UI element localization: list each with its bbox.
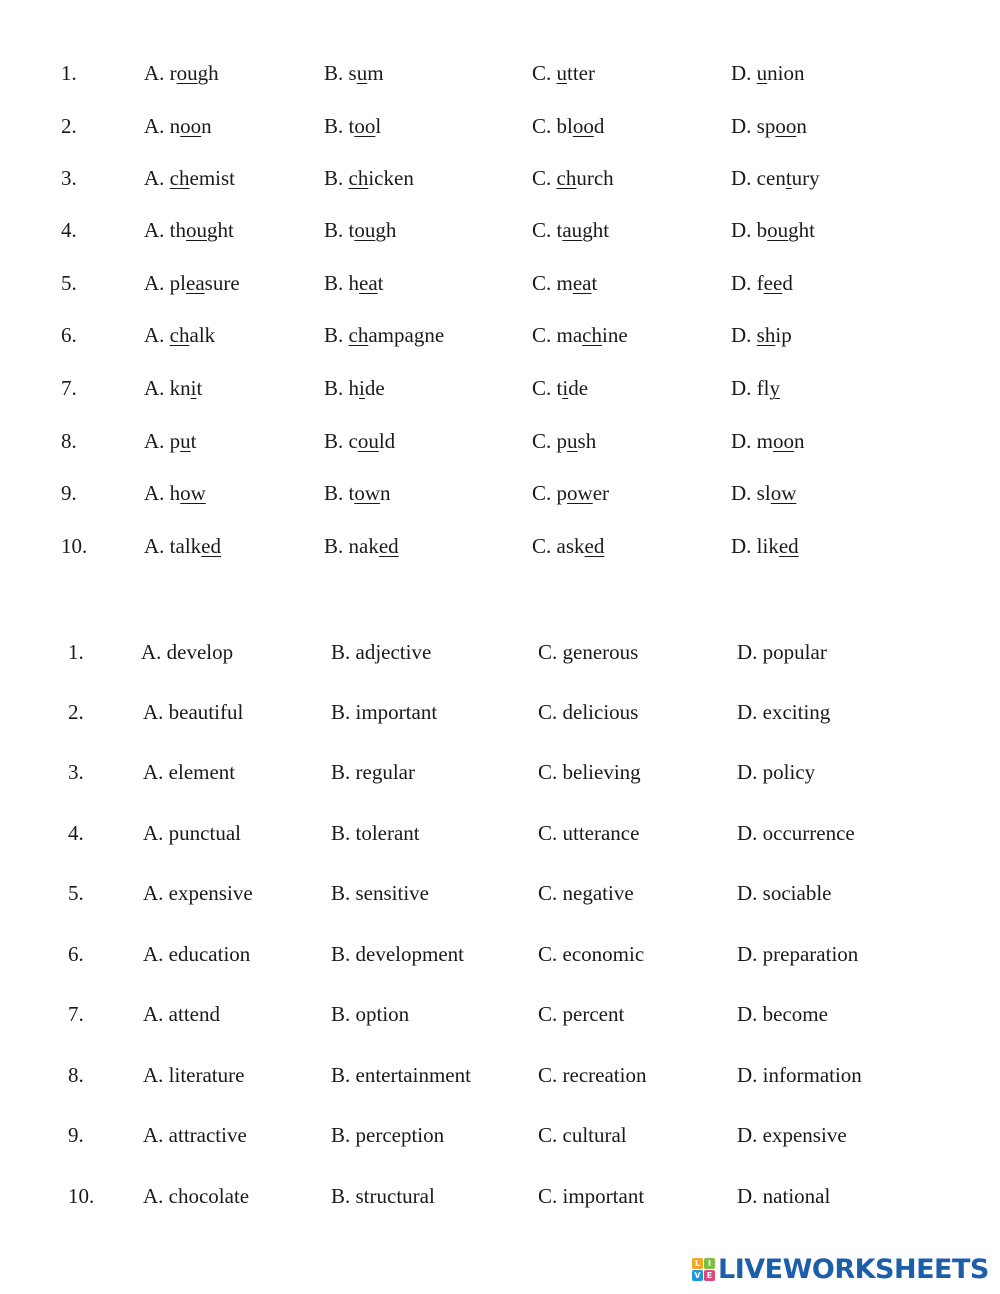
underlined-sound: oo <box>180 114 202 138</box>
option-b: B. adjective <box>331 640 432 664</box>
option-d: D. bought <box>731 218 816 242</box>
underlined-sound: ou <box>354 218 376 242</box>
option-d: D. national <box>737 1184 831 1208</box>
option-d: D. policy <box>737 760 816 784</box>
question-row <box>0 373 1000 403</box>
option-d: D. become <box>737 1002 828 1026</box>
underlined-sound: oo <box>354 114 376 138</box>
question-row <box>0 637 1000 667</box>
logo-text: LIVEWORKSHEETS <box>718 1253 989 1285</box>
underlined-sound: u <box>180 429 191 453</box>
underlined-sound: ch <box>348 166 369 190</box>
question-row <box>0 163 1000 193</box>
option-c: C. economic <box>538 942 645 966</box>
underlined-sound: ou <box>176 61 198 85</box>
option-b: B. hide <box>324 376 385 400</box>
option-b: B. tolerant <box>331 821 420 845</box>
question-row <box>0 320 1000 350</box>
question-row <box>0 478 1000 508</box>
question-row <box>0 58 1000 88</box>
option-b: B. naked <box>324 534 399 558</box>
option-c: C. generous <box>538 640 639 664</box>
option-c: C. negative <box>538 881 634 905</box>
question-number: 7. <box>68 1002 84 1026</box>
option-b: B. heat <box>324 271 384 295</box>
option-b: B. regular <box>331 760 415 784</box>
underlined-sound: u <box>356 61 368 85</box>
question-row <box>0 757 1000 787</box>
underlined-sound: i <box>359 376 365 400</box>
question-number: 7. <box>61 376 77 400</box>
question-number: 6. <box>68 942 84 966</box>
option-b: B. could <box>324 429 396 453</box>
underlined-sound: ch <box>169 166 190 190</box>
underlined-sound: ch <box>348 323 369 347</box>
option-d: D. ship <box>731 323 792 347</box>
question-row <box>0 939 1000 969</box>
liveworksheets-logo <box>692 1252 989 1286</box>
option-c: C. utter <box>532 61 595 85</box>
option-d: D. slow <box>731 481 797 505</box>
option-b: B. entertainment <box>331 1063 471 1087</box>
option-d: D. liked <box>731 534 799 558</box>
option-a: A. expensive <box>143 881 253 905</box>
question-number: 4. <box>61 218 77 242</box>
option-a: A. literature <box>143 1063 245 1087</box>
option-c: C. important <box>538 1184 645 1208</box>
question-number: 6. <box>61 323 77 347</box>
underlined-sound: ea <box>359 271 378 295</box>
option-b: B. champagne <box>324 323 445 347</box>
underlined-sound: ow <box>354 481 381 505</box>
option-a: A. talked <box>144 534 221 558</box>
option-d: D. century <box>731 166 820 190</box>
option-b: B. tough <box>324 218 397 242</box>
question-number: 3. <box>68 760 84 784</box>
question-row <box>0 878 1000 908</box>
option-d: D. sociable <box>737 881 832 905</box>
underlined-sound: ed <box>201 534 221 558</box>
option-c: C. meat <box>532 271 598 295</box>
underlined-sound: ou <box>767 218 789 242</box>
underlined-sound: y <box>769 376 780 400</box>
underlined-sound: ch <box>582 323 602 347</box>
logo-square-l: L <box>692 1258 703 1269</box>
question-row <box>0 111 1000 141</box>
question-number: 2. <box>61 114 77 138</box>
option-c: C. asked <box>532 534 605 558</box>
option-c: C. utterance <box>538 821 640 845</box>
option-c: C. blood <box>532 114 605 138</box>
option-c: C. church <box>532 166 614 190</box>
underlined-sound: ow <box>567 481 593 505</box>
option-a: A. attend <box>143 1002 220 1026</box>
question-row <box>0 1060 1000 1090</box>
underlined-sound: ou <box>357 429 379 453</box>
question-number: 9. <box>68 1123 84 1147</box>
question-row <box>0 426 1000 456</box>
underlined-sound: ou <box>186 218 208 242</box>
option-a: A. punctual <box>143 821 241 845</box>
option-a: A. put <box>144 429 197 453</box>
question-number: 8. <box>61 429 77 453</box>
option-a: A. chemist <box>144 166 235 190</box>
underlined-sound: oo <box>572 114 594 138</box>
option-d: D. occurrence <box>737 821 855 845</box>
question-number: 1. <box>61 61 77 85</box>
option-b: B. sum <box>324 61 384 85</box>
logo-square-e: E <box>704 1270 715 1281</box>
underlined-sound: ee <box>763 271 783 295</box>
underlined-sound: oo <box>775 114 797 138</box>
underlined-sound: sh <box>756 323 776 347</box>
option-d: D. exciting <box>737 700 831 724</box>
option-d: D. expensive <box>737 1123 847 1147</box>
option-c: C. push <box>532 429 597 453</box>
option-a: A. chalk <box>144 323 216 347</box>
underlined-sound: i <box>562 376 569 400</box>
logo-square-v: V <box>692 1270 703 1281</box>
logo-square-i: I <box>704 1258 715 1269</box>
option-d: D. moon <box>731 429 805 453</box>
option-d: D. popular <box>737 640 827 664</box>
question-number: 2. <box>68 700 84 724</box>
question-row <box>0 531 1000 561</box>
underlined-sound: oo <box>773 429 795 453</box>
option-b: B. chicken <box>324 166 414 190</box>
option-c: C. cultural <box>538 1123 627 1147</box>
underlined-sound: ow <box>180 481 206 505</box>
option-a: A. attractive <box>143 1123 247 1147</box>
question-row <box>0 268 1000 298</box>
option-c: C. believing <box>538 760 641 784</box>
option-b: B. development <box>331 942 464 966</box>
question-row <box>0 818 1000 848</box>
underlined-sound: ed <box>378 534 399 558</box>
underlined-sound: i <box>190 376 197 400</box>
option-d: D. fly <box>731 376 780 400</box>
underlined-sound: ed <box>584 534 605 558</box>
question-row <box>0 697 1000 727</box>
underlined-sound: ch <box>169 323 190 347</box>
option-b: B. option <box>331 1002 410 1026</box>
question-number: 3. <box>61 166 77 190</box>
underlined-sound: ea <box>186 271 205 295</box>
option-c: C. taught <box>532 218 610 242</box>
option-b: B. tool <box>324 114 382 138</box>
underlined-sound: u <box>567 429 578 453</box>
option-c: C. machine <box>532 323 628 347</box>
underlined-sound: u <box>556 61 568 85</box>
option-d: D. preparation <box>737 942 859 966</box>
question-number: 5. <box>61 271 77 295</box>
question-row <box>0 1181 1000 1211</box>
option-a: A. noon <box>144 114 212 138</box>
underlined-sound: ed <box>778 534 799 558</box>
underlined-sound: u <box>756 61 768 85</box>
option-d: D. union <box>731 61 805 85</box>
option-b: B. structural <box>331 1184 435 1208</box>
option-b: B. town <box>324 481 391 505</box>
option-c: C. recreation <box>538 1063 647 1087</box>
option-d: D. spoon <box>731 114 807 138</box>
underlined-sound: ow <box>770 481 797 505</box>
option-c: C. delicious <box>538 700 639 724</box>
question-row <box>0 1120 1000 1150</box>
question-row <box>0 215 1000 245</box>
question-row <box>0 999 1000 1029</box>
question-number: 4. <box>68 821 84 845</box>
underlined-sound: ea <box>572 271 592 295</box>
option-a: A. element <box>143 760 236 784</box>
question-number: 8. <box>68 1063 84 1087</box>
option-a: A. beautiful <box>143 700 244 724</box>
option-a: A. knit <box>144 376 203 400</box>
option-c: C. percent <box>538 1002 625 1026</box>
option-a: A. pleasure <box>144 271 240 295</box>
option-d: D. feed <box>731 271 793 295</box>
option-a: A. thought <box>144 218 234 242</box>
option-a: A. chocolate <box>143 1184 250 1208</box>
option-d: D. information <box>737 1063 862 1087</box>
option-a: A. rough <box>144 61 219 85</box>
question-number: 1. <box>68 640 84 664</box>
option-c: C. tide <box>532 376 589 400</box>
option-b: B. sensitive <box>331 881 429 905</box>
question-number: 10. <box>61 534 88 558</box>
liveworksheets-logo-icon <box>692 1258 715 1281</box>
underlined-sound: au <box>562 218 583 242</box>
underlined-sound: ch <box>556 166 577 190</box>
underlined-sound: t <box>785 166 792 190</box>
option-b: B. important <box>331 700 438 724</box>
option-a: A. education <box>143 942 251 966</box>
question-number: 9. <box>61 481 77 505</box>
option-a: A. how <box>144 481 206 505</box>
option-c: C. power <box>532 481 610 505</box>
option-a: A. develop <box>141 640 234 664</box>
question-number: 5. <box>68 881 84 905</box>
question-number: 10. <box>68 1184 95 1208</box>
option-b: B. perception <box>331 1123 445 1147</box>
